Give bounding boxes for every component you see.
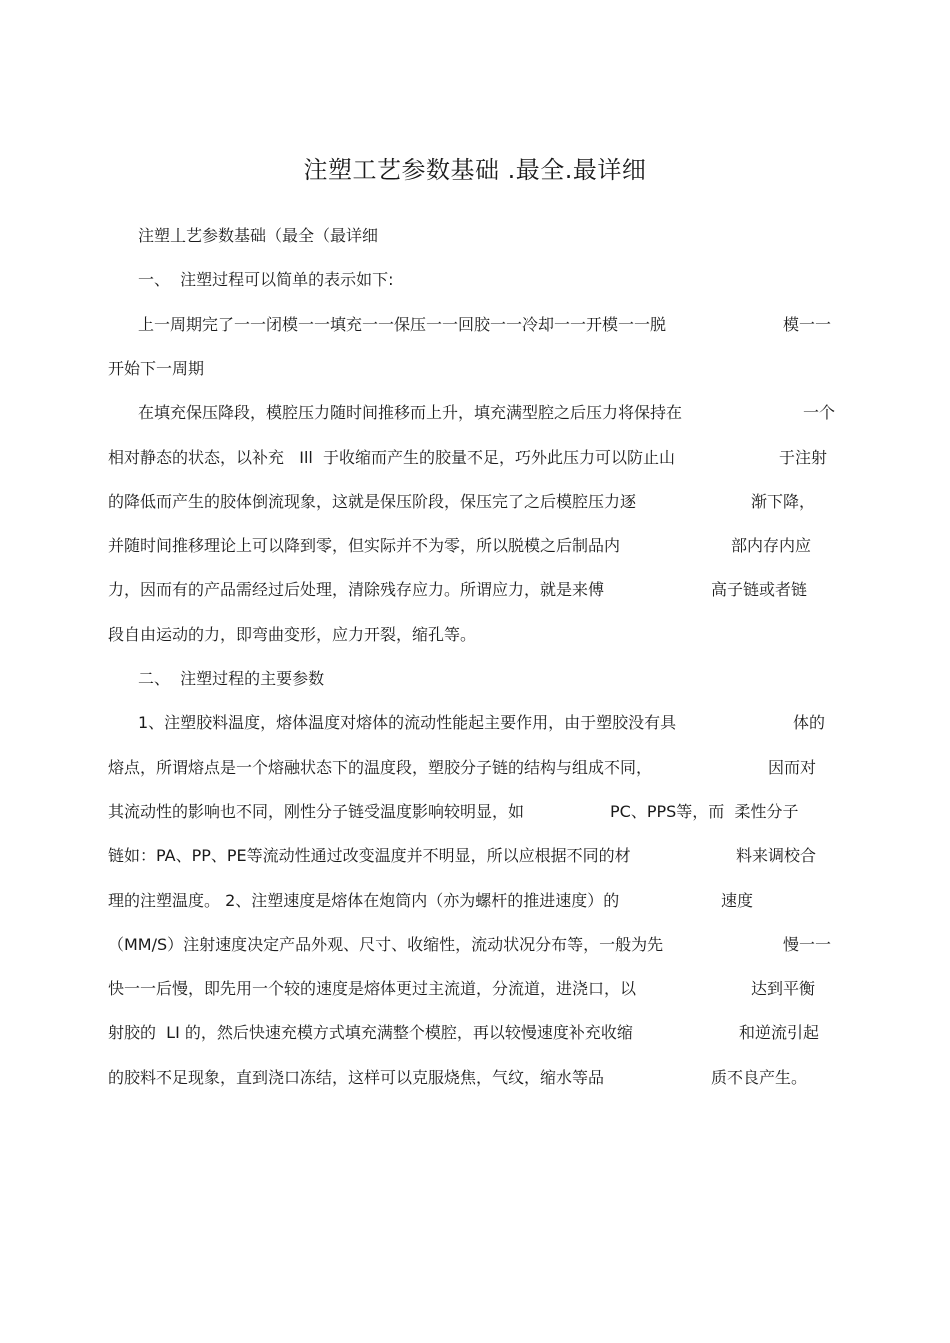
paragraph-1-line-3-b: 渐下降， (751, 492, 816, 511)
paragraph-1-line-2-a: 相对静态的状态，以补充 Ill 于收缩而产生的胶量不足，巧外此压力可以防止山 (108, 448, 676, 467)
paragraph-2-line-5-b: 速度 (721, 891, 754, 910)
paragraph-2-line-9-b: 质不良产生。 (711, 1068, 808, 1087)
paragraph-1-line-5-b: 高子链或者链 (711, 580, 808, 599)
paragraph-1-line-3-a: 的降低而产生的胶体倒流现象，这就是保压阶段，保压完了之后模腔压力逐 (108, 492, 637, 511)
section-2-heading: 二、 注塑过程的主要参数 (138, 669, 325, 688)
paragraph-2-line-7-a: 快一一后慢，即先用一个较的速度是熔体更过主流道，分流道，进浇口，以 (108, 979, 637, 998)
section-1-heading: 一、 注塑过程可以简单的表示如下: (138, 270, 394, 289)
document-title: 注塑工艺参数基础 .最全.最详细 (303, 156, 647, 184)
paragraph-2-line-3-b: PC、PPS等，而 柔性分子 (610, 802, 799, 821)
paragraph-2-line-8-b: 和逆流引起 (739, 1023, 820, 1042)
paragraph-2-line-6-b: 慢一一 (783, 935, 832, 954)
paragraph-1-line-1-a: 在填充保压降段，模腔压力随时间推移而上升，填充满型腔之后压力将保持在 (138, 403, 683, 422)
paragraph-1-line-6: 段自由运动的力，即弯曲变形，应力开裂，缩孔等。 (108, 625, 477, 644)
paragraph-2-line-8-a: 射胶的 LI 的，然后快速充模方式填充满整个模腔，再以较慢速度补充收缩 (108, 1023, 633, 1042)
process-line-1-a: 上一周期完了一一闭模一一填充一一保压一一回胶一一冷却一一开模一一脱 (138, 315, 667, 334)
paragraph-2-line-4-b: 料来调校合 (736, 846, 817, 865)
paragraph-2-line-2-b: 因而对 (768, 758, 817, 777)
paragraph-2-line-4-a: 链如：PA、PP、PE等流动性通过改变温度并不明显，所以应根据不同的材 (108, 846, 631, 865)
document-subtitle: 注塑丄艺参数基础（最全（最详细 (138, 226, 379, 245)
paragraph-1-line-1-b: 一个 (803, 403, 836, 422)
paragraph-2-line-7-b: 达到平衡 (751, 979, 816, 998)
paragraph-2-line-6-a: （MM/S）注射速度决定产品外观、尺寸、收缩性，流动状况分布等，一般为先 (108, 935, 664, 954)
paragraph-1-line-2-b: 于注射 (779, 448, 828, 467)
paragraph-2-line-9-a: 的胶料不足现象，直到浇口冻结，这样可以克服烧焦，气纹，缩水等品 (108, 1068, 605, 1087)
paragraph-1-line-5-a: 力，因而有的产品需经过后处理，清除残存应力。所谓应力，就是来傅 (108, 580, 605, 599)
paragraph-2-line-1-b: 体的 (793, 713, 826, 732)
paragraph-2-line-1-a: 1、注塑胶料温度，熔体温度对熔体的流动性能起主要作用，由于塑胶没有具 (138, 713, 677, 732)
paragraph-1-line-4-a: 并随时间推移理论上可以降到零，但实际并不为零，所以脱模之后制品内 (108, 536, 621, 555)
paragraph-2-line-3-a: 其流动性的影响也不同，刚性分子链受温度影响较明显，如 (108, 802, 525, 821)
paragraph-2-line-5-a: 理的注塑温度。 2、注塑速度是熔体在炮筒内（亦为螺杆的推进速度）的 (108, 891, 620, 910)
paragraph-2-line-2-a: 熔点，所谓熔点是一个熔融状态下的温度段，塑胶分子链的结构与组成不同， (108, 758, 653, 777)
process-line-1-b: 模一一 (783, 315, 832, 334)
process-line-2: 开始下一周期 (108, 359, 205, 378)
paragraph-1-line-4-b: 部内存内应 (731, 536, 812, 555)
